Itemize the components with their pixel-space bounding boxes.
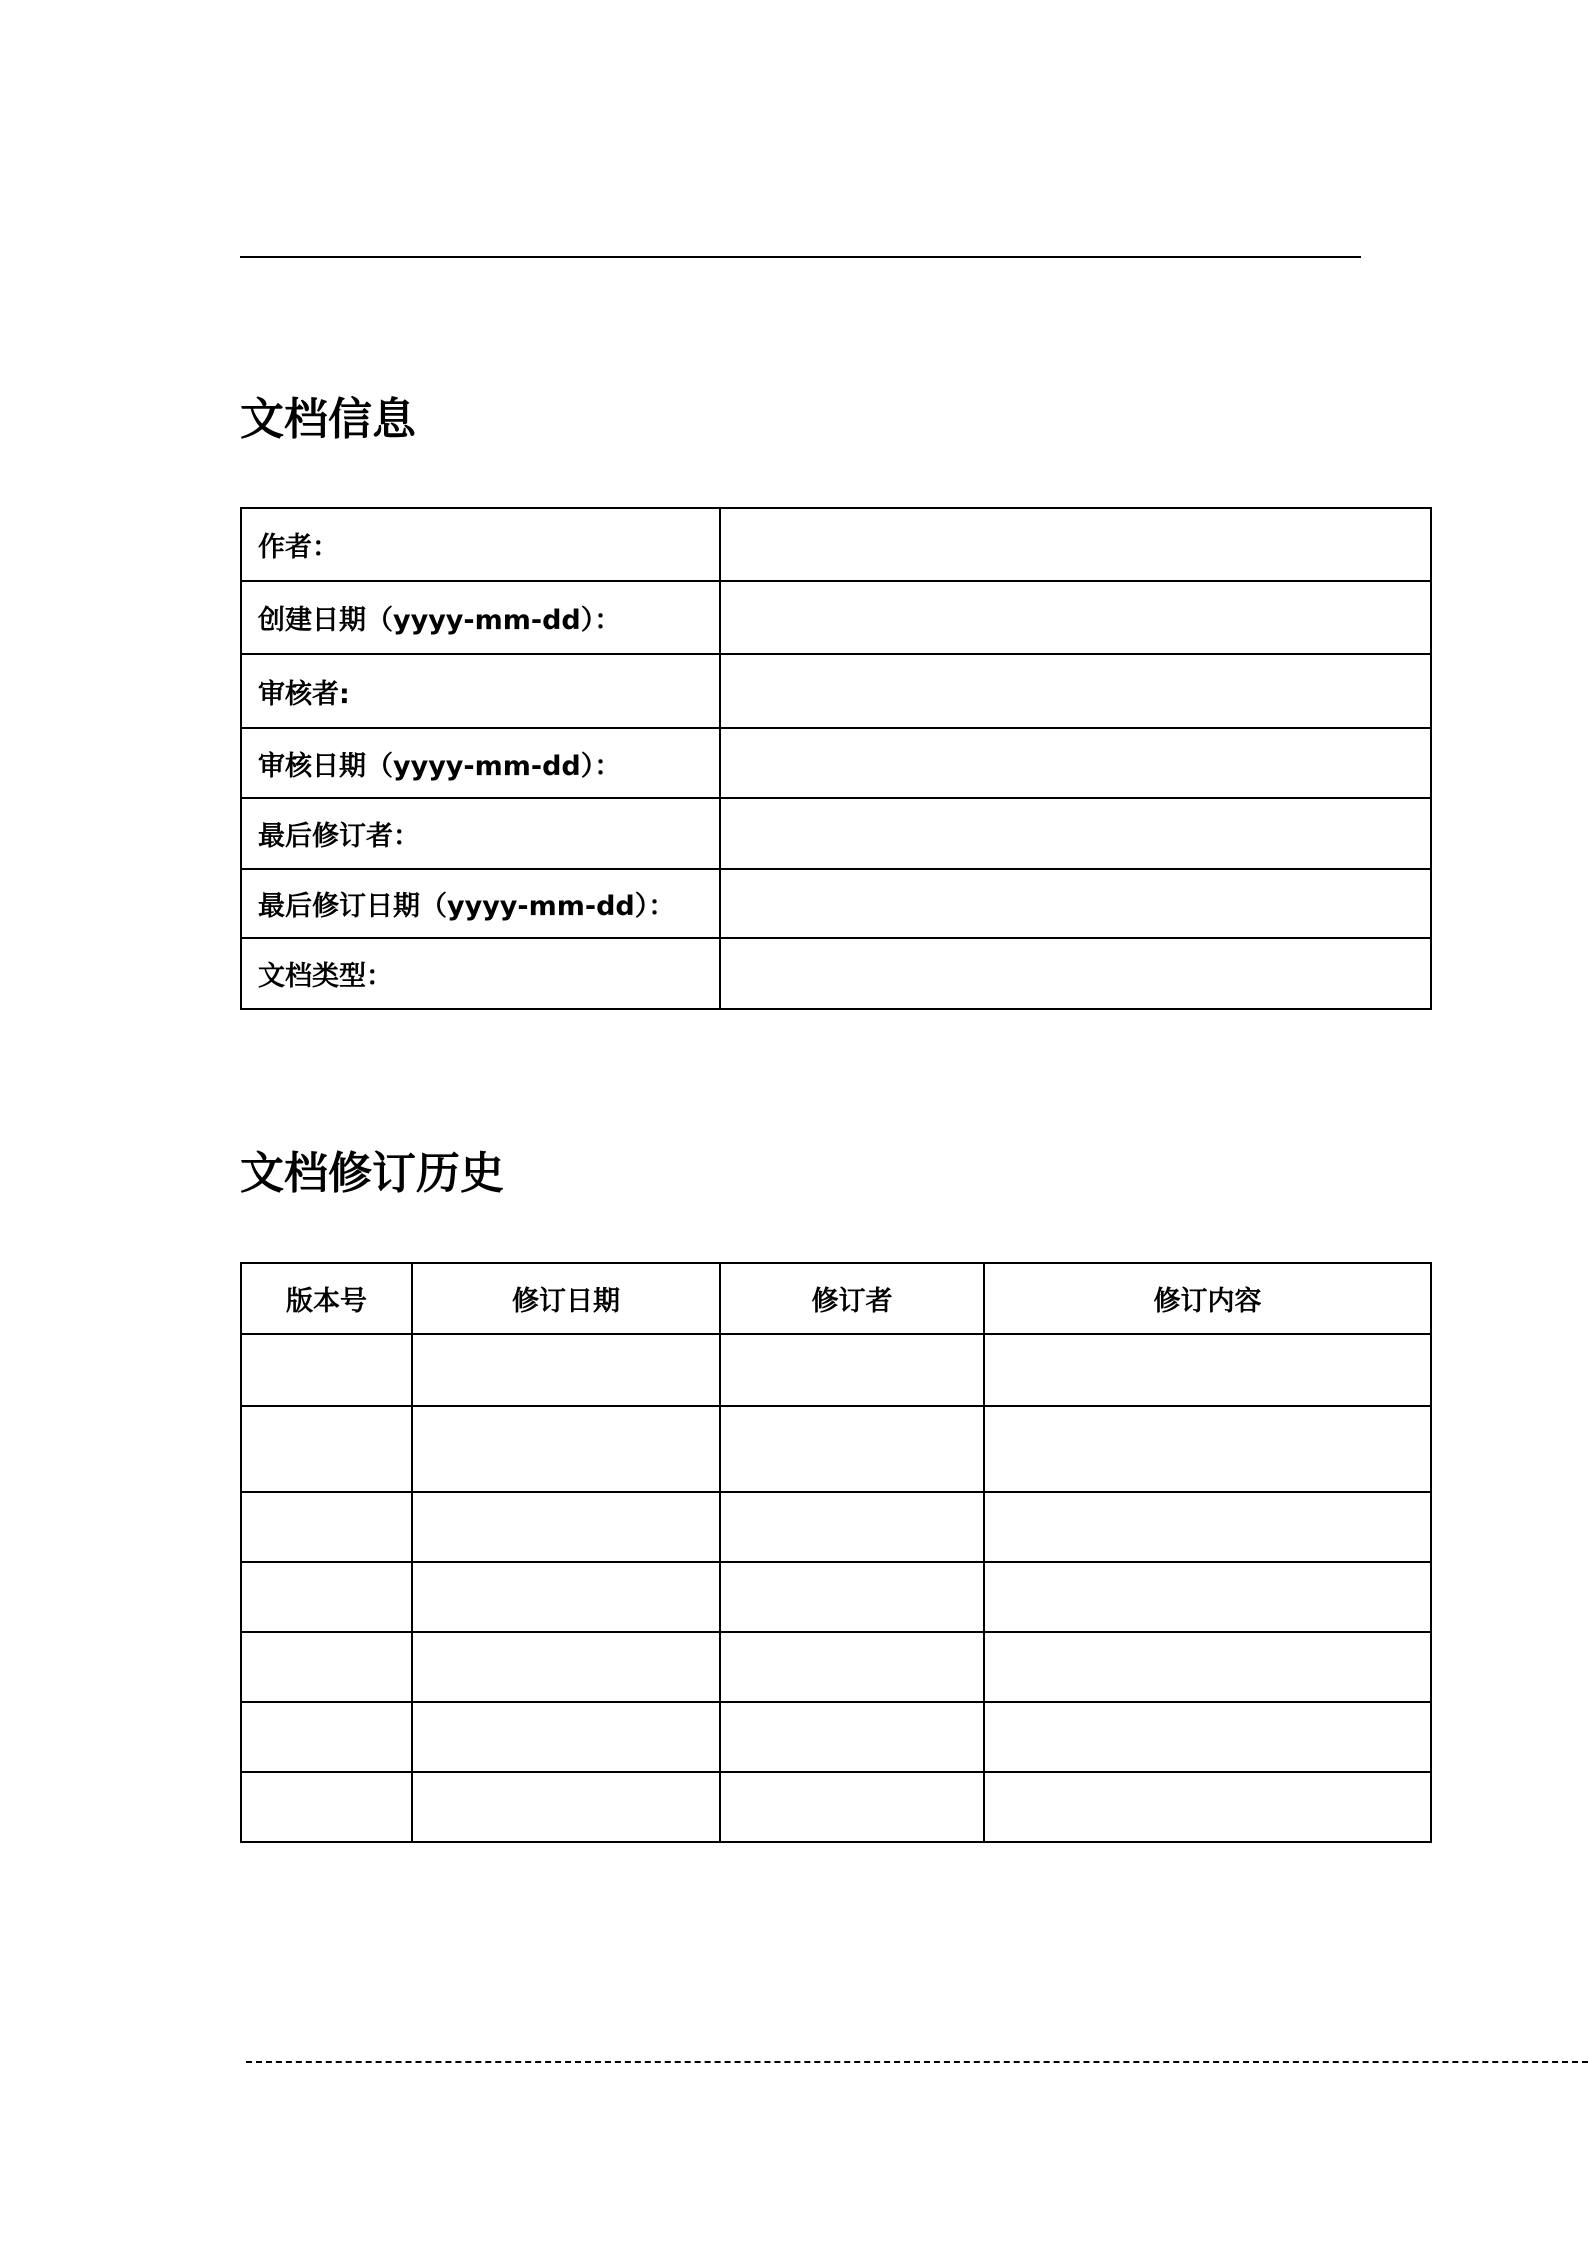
field-value[interactable]	[720, 798, 1431, 869]
table-cell[interactable]	[412, 1772, 720, 1842]
table-cell[interactable]	[241, 1334, 412, 1406]
footer-dashed-rule	[246, 2061, 1588, 2063]
table-cell[interactable]	[241, 1632, 412, 1702]
table-cell[interactable]	[984, 1632, 1431, 1702]
table-row	[241, 1632, 1431, 1702]
doc-info-table	[240, 507, 1432, 1010]
table-cell[interactable]	[412, 1406, 720, 1492]
field-value[interactable]	[720, 508, 1431, 581]
table-row	[241, 728, 1431, 798]
table-cell[interactable]	[412, 1334, 720, 1406]
field-value[interactable]	[720, 581, 1431, 654]
revision-history-title: 文档修订历史	[240, 1148, 504, 1199]
table-row	[241, 1406, 1431, 1492]
header-rule	[240, 256, 1361, 258]
table-row	[241, 1334, 1431, 1406]
table-row	[241, 508, 1431, 581]
table-cell[interactable]	[984, 1406, 1431, 1492]
table-row	[241, 1772, 1431, 1842]
col-revision-date: 修订日期	[412, 1263, 720, 1334]
doc-info-title: 文档信息	[240, 394, 416, 445]
table-cell[interactable]	[241, 1406, 412, 1492]
field-label: 创建日期（yyyy-mm-dd）：	[241, 581, 720, 654]
table-cell[interactable]	[241, 1492, 412, 1562]
revision-history-table	[240, 1262, 1432, 1843]
table-cell[interactable]	[720, 1406, 984, 1492]
field-label: 最后修订日期（yyyy-mm-dd）：	[241, 869, 720, 938]
table-cell[interactable]	[984, 1562, 1431, 1632]
field-value[interactable]	[720, 654, 1431, 728]
table-cell[interactable]	[720, 1492, 984, 1562]
table-row	[241, 581, 1431, 654]
table-row	[241, 938, 1431, 1009]
table-cell[interactable]	[720, 1334, 984, 1406]
col-reviser: 修订者	[720, 1263, 984, 1334]
table-row	[241, 1492, 1431, 1562]
table-cell[interactable]	[984, 1772, 1431, 1842]
field-label: 审核者:	[241, 654, 720, 728]
table-cell[interactable]	[241, 1562, 412, 1632]
table-row	[241, 798, 1431, 869]
table-cell[interactable]	[720, 1702, 984, 1772]
table-cell[interactable]	[984, 1334, 1431, 1406]
field-label: 审核日期（yyyy-mm-dd）：	[241, 728, 720, 798]
table-header-row	[241, 1263, 1431, 1334]
table-cell[interactable]	[241, 1702, 412, 1772]
table-cell[interactable]	[241, 1772, 412, 1842]
field-label: 文档类型：	[241, 938, 720, 1009]
table-cell[interactable]	[984, 1492, 1431, 1562]
table-cell[interactable]	[412, 1492, 720, 1562]
field-value[interactable]	[720, 728, 1431, 798]
table-row	[241, 869, 1431, 938]
table-cell[interactable]	[720, 1632, 984, 1702]
table-cell[interactable]	[412, 1632, 720, 1702]
table-cell[interactable]	[720, 1562, 984, 1632]
field-value[interactable]	[720, 869, 1431, 938]
field-label: 作者：	[241, 508, 720, 581]
table-cell[interactable]	[412, 1702, 720, 1772]
col-revision-content: 修订内容	[984, 1263, 1431, 1334]
table-row	[241, 654, 1431, 728]
table-cell[interactable]	[412, 1562, 720, 1632]
table-row	[241, 1702, 1431, 1772]
field-label: 最后修订者：	[241, 798, 720, 869]
table-cell[interactable]	[984, 1702, 1431, 1772]
field-value[interactable]	[720, 938, 1431, 1009]
col-version: 版本号	[241, 1263, 412, 1334]
table-cell[interactable]	[720, 1772, 984, 1842]
table-row	[241, 1562, 1431, 1632]
